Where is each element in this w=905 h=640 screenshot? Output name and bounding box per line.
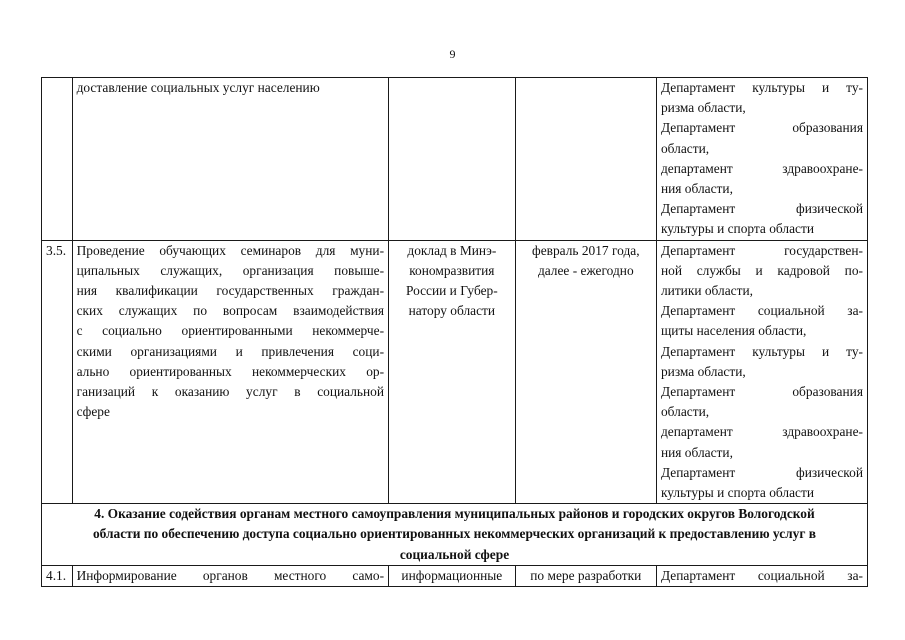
responsible-line: Департамент образования (660, 384, 863, 400)
responsible-cell (656, 78, 867, 241)
activity-cell: Информирование органов местного само- (72, 565, 388, 586)
responsible-line: Департамент государствен- (660, 242, 863, 258)
responsible-line: культуры и спорта области (660, 221, 814, 237)
responsible-cell: Департамент социальной за- (656, 565, 867, 586)
responsible-line: Департамент образования (660, 120, 863, 136)
responsible-line: культуры и спорта области (660, 485, 814, 501)
section-heading-row (42, 504, 868, 566)
result-cell (389, 78, 516, 241)
result-line: доклад в Минэ- (407, 242, 497, 258)
table-row-continued (42, 78, 868, 241)
responsible-line: области, (660, 140, 710, 156)
activity-cell (72, 240, 388, 504)
activity-line: Проведение обучающих семинаров для муни- (76, 242, 385, 258)
deadline-line: февраль 2017 года, (532, 242, 640, 258)
activity-line: ния квалификации государственных граждан- (76, 283, 385, 299)
responsible-line: ния области, (660, 181, 733, 197)
section-heading-line: социальной сфере (399, 546, 510, 562)
section-heading-line: области по обеспечению доступа социально ориентированных некоммерческих организаций к предоставлению услуг в (92, 526, 817, 542)
activity-line: ских служащих по вопросам взаимодействия (76, 303, 385, 319)
activity-line: с социально ориентированными некоммерче- (76, 323, 385, 339)
table-row-4-1 (42, 565, 868, 586)
result-cell: информационные (389, 565, 516, 586)
deadline-cell: по мере разработки (515, 565, 656, 586)
responsible-cell (656, 240, 867, 504)
responsible-line: ризма области, (660, 100, 746, 116)
row-number-cell: 3.5. (42, 240, 73, 504)
page-number: 9 (449, 47, 456, 61)
activity-line: ципальных служащих, организация повыше- (76, 262, 385, 278)
responsible-line: Департамент физической (660, 464, 863, 480)
row-number-cell (42, 78, 73, 241)
deadline-cell (515, 78, 656, 241)
responsible-line: области, (660, 404, 710, 420)
section-heading (42, 504, 868, 566)
responsible-line: Департамент культуры и ту- (660, 80, 863, 95)
responsible-line: щиты населения области, (660, 323, 807, 339)
activity-line: скими организациями и привлечения соци- (76, 343, 385, 359)
result-line: кономразвития (409, 262, 495, 278)
deadline-cell (515, 240, 656, 504)
activity-line: ганизаций к оказанию услуг в социальной (76, 384, 385, 400)
row-number-cell: 4.1. (42, 565, 73, 586)
result-line: натору области (408, 303, 496, 319)
responsible-line: ной службы и кадровой по- (660, 262, 863, 278)
section-heading-line: 4. Оказание содействия органам местного самоуправления муниципальных районов и городских округов Вологодской (94, 506, 815, 522)
responsible-line: ризма области, (660, 363, 746, 379)
responsible-line: Департамент физической (660, 201, 863, 217)
responsible-line: Департамент культуры и ту- (660, 343, 863, 359)
deadline-line: далее - ежегодно (537, 262, 634, 278)
result-cell (389, 240, 516, 504)
responsible-line: ния области, (660, 444, 733, 460)
activity-line: сфере (76, 404, 110, 420)
responsible-line: департамент здравоохране- (660, 160, 863, 176)
table-row-3-5 (42, 240, 868, 504)
activity-cell: доставление социальных услуг населению (72, 78, 388, 241)
responsible-line: Департамент социальной за- (660, 303, 863, 319)
measures-table (41, 77, 868, 587)
activity-line: ально ориентированных некоммерческих ор- (76, 363, 385, 379)
result-line: России и Губер- (405, 283, 498, 299)
responsible-line: департамент здравоохране- (660, 424, 863, 440)
responsible-line: литики области, (660, 283, 753, 299)
